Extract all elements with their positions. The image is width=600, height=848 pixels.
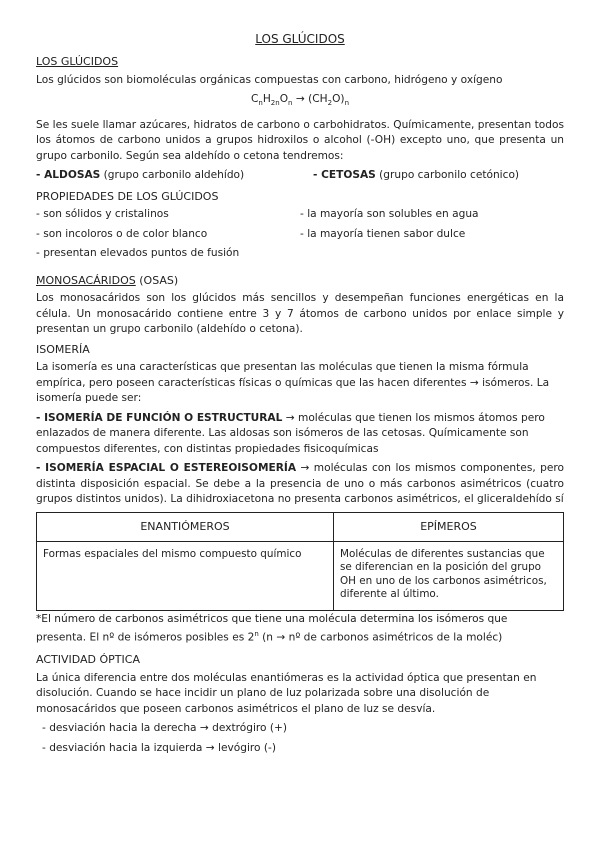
monosacaridos-heading-text: MONOSACÁRIDOS (36, 273, 136, 287)
isomeria-paragraph: La isomería es una características que presentan las moléculas que tienen la misma fórmula empírica, pero poseen características físicas o químicas que las hacen diferentes → isómeros. La isomería puede ser: (36, 361, 550, 405)
formula (36, 92, 564, 112)
aldosas-label: - ALDOSAS (36, 169, 101, 182)
section-heading-isomeria: ISOMERÍA (36, 342, 90, 356)
actividad-paragraph: La única diferencia entre dos moléculas enantiómeras es la actividad óptica que presentan en disolución. Cuando se hace incidir un plano de luz polarizada sobre una disolución de monosacáridos que poseen carbonos asimétricos el plano de luz se desvía. (36, 671, 537, 715)
intro-text: Los glúcidos son biomoléculas orgánicas compuestas con carbono, hidrógeno y oxígeno (36, 73, 503, 86)
section-heading-monosacaridos (36, 273, 564, 289)
isomeria-espacial-paragraph (36, 461, 564, 508)
isomeros-table (36, 512, 564, 611)
cetosas-desc: (grupo carbonilo cetónico) (375, 169, 520, 182)
list-item: - desviación hacia la izquierda → levógiro (-) (42, 741, 276, 754)
cetosas-label: - CETOSAS (313, 169, 376, 182)
footnote (36, 612, 564, 647)
monosacaridos-paragraph: Los monosacáridos son los glúcidos más sencillos y desempeñan funciones energéticas en la célula. Un monosacárido contiene entre 3 y 7 átomos de carbono unidos por enlace simple y presentan un grupo carbonilo (aldehído o cetona). (36, 292, 564, 336)
isomeria-funcion-paragraph (36, 411, 564, 458)
table-header-epimeros: EPÍMEROS (334, 512, 564, 541)
table-cell-enantiomeros: Formas espaciales del mismo compuesto químico (37, 541, 334, 610)
list-item: - presentan elevados puntos de fusión (36, 247, 240, 260)
table-header-enantiomeros: ENANTIÓMEROS (37, 512, 334, 541)
isomeria-funcion-label: - ISOMERÍA DE FUNCIÓN O ESTRUCTURAL (36, 411, 283, 424)
isomeria-funcion-desc: → moléculas que tienen los mismos átomos pero enlazados de manera diferente. Las aldosas son isómeros de las cetosas. Químicamente son compuestos diferentes, con distintas propiedades fisicoquímicas (36, 411, 545, 455)
formula-arrow: → (295, 93, 305, 105)
table-cell-epimeros: Moléculas de diferentes sustancias que se diferencian en la posición del grupo OH en uno de los carbonos asimétricos, diferente al último. (334, 541, 564, 610)
aldosas-cetosas-row (36, 168, 564, 184)
propiedades-left (36, 207, 300, 266)
footnote-exponent: n (254, 630, 259, 639)
actividad-list (42, 721, 564, 756)
azucares-paragraph: Se les suele llamar azúcares, hidratos de carbono o carbohidratos. Químicamente, presentan todos los átomos de carbono unidos a grupos hidroxilos o alcohol (-OH) excepto uno, que presenta un grupo carbonilo. Según sea aldehído o cetona tendremos: (36, 118, 564, 162)
table-header-row (37, 512, 564, 541)
footnote-line2-pre: presenta. El nº de isómeros posibles es 2 (36, 631, 255, 644)
section-heading-actividad: ACTIVIDAD ÓPTICA (36, 653, 140, 667)
propiedades-right (300, 207, 564, 266)
list-item: - la mayoría tienen sabor dulce (300, 227, 466, 240)
footnote-line1: *El número de carbonos asimétricos que tiene una molécula determina los isómeros que (36, 612, 508, 625)
table-row (37, 541, 564, 610)
section-heading-glucidos: LOS GLÚCIDOS (36, 55, 119, 68)
list-item: - la mayoría son solubles en agua (300, 208, 479, 221)
formula-left: $C_nH_{2n}O_n$ (250, 93, 293, 108)
page-title: LOS GLÚCIDOS (255, 32, 345, 46)
propiedades-list (36, 207, 564, 269)
monosacaridos-heading-suffix: (OSAS) (135, 273, 179, 287)
list-item: - son sólidos y cristalinos (36, 208, 169, 221)
isomeria-espacial-desc: → moléculas con los mismos componentes, pero distinta disposición espacial. Se debe a la presencia de uno o más carbonos asimétricos (cuatro grupos distintos unidos). La dihidroxiacetona no presenta carbonos asimétricos, el gliceraldehído sí (36, 462, 564, 506)
list-item: - son incoloros o de color blanco (36, 227, 208, 240)
document-page (36, 30, 564, 760)
aldosas-desc: (grupo carbonilo aldehído) (100, 169, 245, 182)
aldosas-item (36, 168, 287, 184)
list-item: - desviación hacia la derecha → dextrógiro (+) (42, 722, 288, 735)
footnote-line2-post: (n → nº de carbonos asimétricos de la moléc) (258, 631, 503, 644)
formula-right: $(CH_2O)_n$ (308, 93, 349, 108)
isomeria-espacial-label: - ISOMERÍA ESPACIAL O ESTEREOISOMERÍA (36, 462, 297, 475)
section-heading-propiedades: PROPIEDADES DE LOS GLÚCIDOS (36, 189, 219, 203)
cetosas-item (287, 168, 564, 184)
